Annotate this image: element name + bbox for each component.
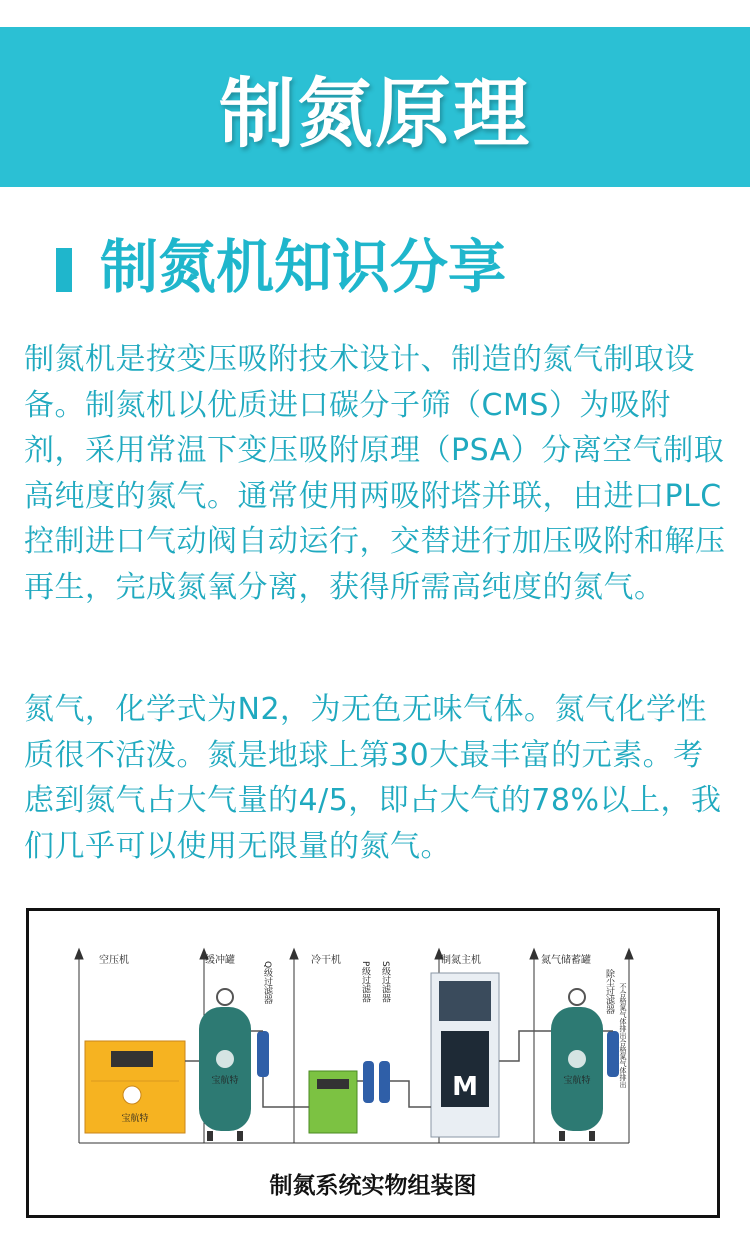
- buffer-tank-unit: [199, 989, 251, 1141]
- paragraph-intro: 制氮机是按变压吸附技术设计、制造的氮气制取设备。制氮机以优质进口碳分子筛（CMS）为吸附剂，采用常温下变压吸附原理（PSA）分离空气制取高纯度的氮气。通常使用两吸附塔并联，由进口PLC控制进口气动阀自动运行，交替进行加压吸附和解压再生，完成氮氧分离，获得所需高纯度的氮气。: [24, 342, 726, 605]
- system-diagram: [26, 908, 720, 1218]
- label-q-filter: Q级过滤器: [262, 961, 272, 1005]
- label-buffer-tank: 缓冲罐: [205, 955, 235, 966]
- label-nitrogen-host: 制氮主机: [441, 955, 481, 966]
- label-dryer: 冷干机: [311, 955, 341, 966]
- paragraph-nitrogen: 氮气，化学式为N2，为无色无味气体。氮气化学性质很不活泼。氮是地球上第30大最丰富的元素。考虑到氮气占大气量的4/5，即占大气的78%以上，我们几乎可以使用无限量的氮气。: [24, 692, 722, 864]
- heading-accent-bar: [56, 248, 72, 292]
- brand-label-buffer: 宝航特: [211, 1076, 239, 1086]
- dryer-unit: [309, 1071, 357, 1133]
- label-s-filter: S级过滤器: [380, 961, 390, 1003]
- label-unqualified-out: 不合格氮气体排出: [619, 983, 627, 1039]
- nitrogen-tank-unit: [551, 989, 603, 1141]
- brand-label-compressor: 宝航特: [121, 1114, 149, 1124]
- brand-label-nitrogen-tank: 宝航特: [563, 1076, 591, 1086]
- nitrogen-host-unit: [431, 973, 499, 1137]
- label-nitrogen-tank: 氮气储蓄罐: [541, 955, 591, 966]
- title-banner: [0, 27, 750, 187]
- label-air-compressor: 空压机: [99, 955, 129, 966]
- label-dust-filter: 除尘过滤器: [604, 969, 614, 1014]
- figure-caption: 制氮系统实物组装图: [269, 1173, 477, 1199]
- label-p-filter: P级过滤器: [360, 961, 370, 1003]
- host-mark: M: [452, 1072, 478, 1102]
- section-heading-text: 制氮机知识分享: [100, 233, 507, 301]
- banner-title: 制氮原理: [219, 68, 531, 158]
- label-qualified-out: 合格氮气体排出: [619, 1039, 627, 1088]
